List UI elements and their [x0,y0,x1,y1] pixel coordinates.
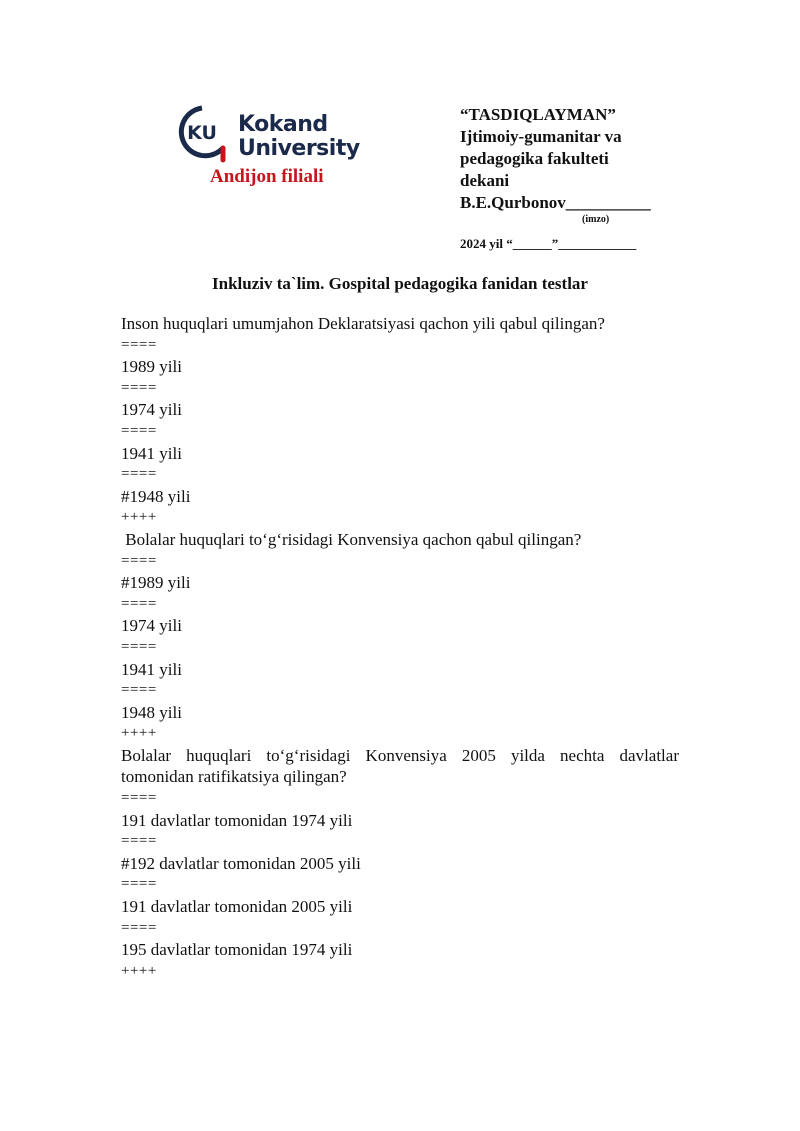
answer-option-correct: #1948 yili [121,486,191,506]
separator: ==== [121,595,157,612]
answer-option: 1989 yili [121,357,182,377]
answer-option: 1941 yili [121,443,182,463]
logo-branch: Andijon filiali [210,166,324,187]
answer-option: 1941 yili [121,659,182,679]
approval-faculty-line2: pedagogika fakulteti [460,149,609,168]
separator: ==== [121,790,157,807]
answer-option: 1974 yili [121,616,182,636]
question-text: Bolalar huquqlari to‘g‘risidagi Konvensiya 2005 yilda nechta davlatlar tomonidan ratifikatsiya qilingan? [121,745,679,787]
separator: ==== [121,876,157,893]
question-end-marker: ++++ [121,509,157,526]
approval-heading: “TASDIQLAYMAN” [460,105,616,124]
question-text: Bolalar huquqlari to‘g‘risidagi Konvensiya qachon qabul qilingan? [121,529,582,549]
question-block [121,313,679,529]
question-end-marker: ++++ [121,962,157,979]
ku-mark-text: KU [187,122,217,144]
question-text: Inson huquqlari umumjahon Deklaratsiyasi qachon yili qabul qilingan? [121,314,605,333]
approval-signer: B.E.Qurbonov__________ [460,193,651,212]
question-end-marker: ++++ [121,725,157,742]
separator: ==== [121,638,157,655]
answer-option: 191 davlatlar tomonidan 1974 yili [121,810,353,830]
separator: ==== [121,833,157,850]
approval-date-line: 2024 yil “______”____________ [460,236,637,251]
answer-option-correct: #1989 yili [121,573,191,593]
approval-faculty-line1: Ijtimoiy-gumanitar va [460,127,622,146]
approval-block [460,104,690,251]
university-logo [176,104,366,190]
separator: ==== [121,682,157,699]
separator: ==== [121,336,157,353]
answer-option: 1948 yili [121,702,182,722]
separator: ==== [121,919,157,936]
answer-option: 195 davlatlar tomonidan 1974 yili [121,940,353,960]
separator: ==== [121,552,157,569]
document-title: Inkluziv ta`lim. Gospital pedagogika fanidan testlar [212,274,588,293]
test-questions [121,313,679,982]
question-block [121,745,679,983]
answer-option-correct: #192 davlatlar tomonidan 2005 yili [121,853,361,873]
separator: ==== [121,379,157,396]
answer-option: 191 davlatlar tomonidan 2005 yili [121,897,353,917]
signature-label: (imzo) [582,214,610,225]
separator: ==== [121,466,157,483]
logo-name-line1: Kokand [238,112,328,137]
separator: ==== [121,422,157,439]
question-block [121,529,679,745]
ku-logo-icon [176,104,228,164]
approval-role: dekani [460,171,510,190]
answer-option: 1974 yili [121,400,182,420]
logo-name-line2: University [238,136,360,161]
